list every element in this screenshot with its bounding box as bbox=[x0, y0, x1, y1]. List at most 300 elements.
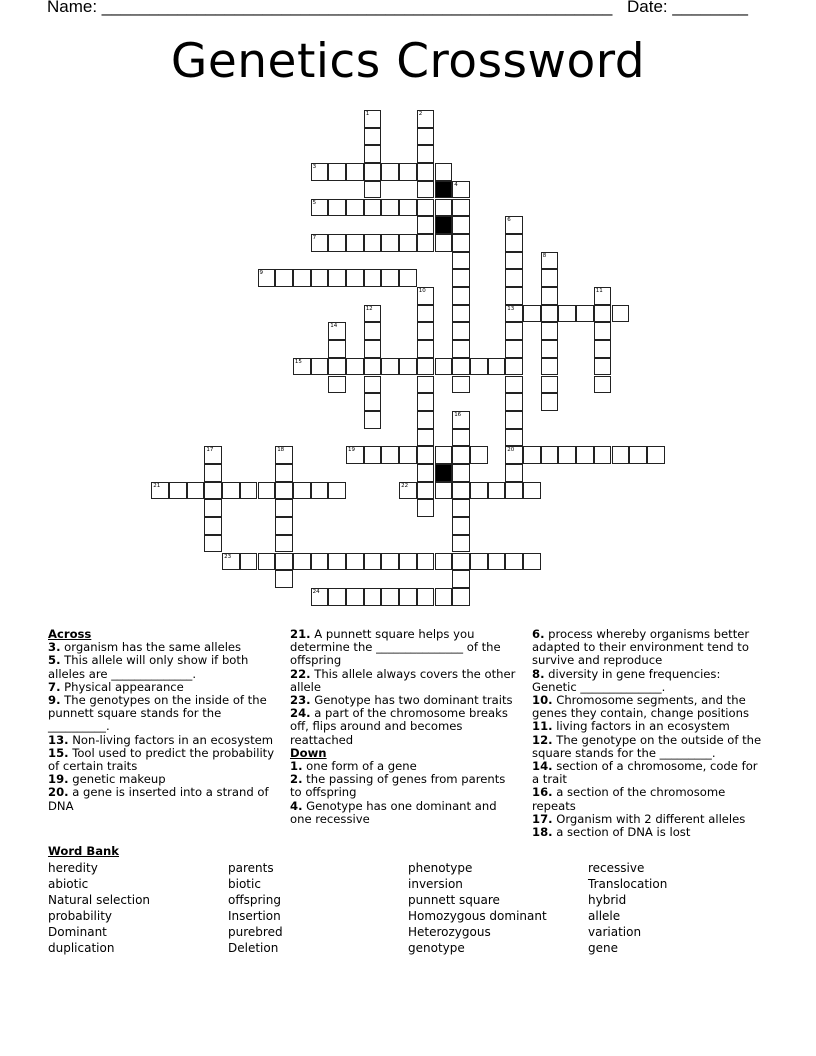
clue-number: 4. bbox=[290, 798, 303, 813]
clue-number: 13. bbox=[48, 732, 69, 747]
clue-text: Chromosome segments, and the genes they contain, change positions bbox=[532, 693, 749, 721]
crossword-cell[interactable] bbox=[399, 234, 417, 252]
crossword-cell[interactable] bbox=[399, 482, 417, 500]
crossword-cell[interactable] bbox=[417, 287, 435, 305]
word-bank-item: recessive bbox=[588, 861, 645, 875]
word-bank-column-1 bbox=[48, 860, 150, 957]
clue-text: one form of a gene bbox=[302, 759, 417, 774]
clue-text: Organism with 2 different alleles bbox=[552, 811, 746, 826]
clue-number: 6 bbox=[507, 217, 511, 224]
crossword-cell[interactable] bbox=[523, 553, 541, 571]
crossword-cell[interactable] bbox=[612, 305, 630, 323]
crossword-cell[interactable] bbox=[523, 446, 541, 464]
clue-number: 22 bbox=[401, 482, 409, 489]
crossword-cell[interactable] bbox=[594, 376, 612, 394]
crossword-cell[interactable] bbox=[417, 181, 435, 199]
clue-number: 8. bbox=[532, 666, 545, 681]
clue-text: a part of the chromosome breaks off, flips around and becomes reattached bbox=[290, 706, 508, 747]
clue-number: 22. bbox=[290, 666, 311, 681]
down-clue bbox=[532, 760, 767, 786]
crossword-cell[interactable] bbox=[204, 535, 222, 553]
crossword-cell[interactable] bbox=[381, 199, 399, 217]
crossword-cell[interactable] bbox=[364, 588, 382, 606]
clue-number: 20 bbox=[507, 447, 515, 454]
crossword-cell[interactable] bbox=[364, 128, 382, 146]
clue-number: 6. bbox=[532, 627, 545, 641]
crossword-cell[interactable] bbox=[364, 163, 382, 181]
word-bank-column-4 bbox=[588, 860, 667, 957]
crossword-cell[interactable] bbox=[452, 234, 470, 252]
crossword-cell[interactable] bbox=[417, 340, 435, 358]
crossword-cell[interactable] bbox=[346, 553, 364, 571]
clues-column-3 bbox=[532, 628, 767, 839]
crossword-cell[interactable] bbox=[417, 234, 435, 252]
crossword-cell[interactable] bbox=[275, 446, 293, 464]
down-clue-list-continued bbox=[532, 628, 767, 839]
clue-number: 15 bbox=[294, 358, 302, 365]
crossword-cell[interactable] bbox=[417, 464, 435, 482]
crossword-cell[interactable] bbox=[364, 199, 382, 217]
crossword-cell[interactable] bbox=[576, 305, 594, 323]
clue-number: 15. bbox=[48, 745, 69, 760]
crossword-cell[interactable] bbox=[435, 588, 453, 606]
crossword-cell[interactable] bbox=[258, 269, 276, 287]
crossword-cell[interactable] bbox=[452, 269, 470, 287]
word-bank-item: hybrid bbox=[588, 893, 627, 908]
crossword-cell[interactable] bbox=[275, 499, 293, 517]
crossword-cell[interactable] bbox=[275, 269, 293, 287]
crossword-cell[interactable] bbox=[452, 322, 470, 340]
crossword-cell[interactable] bbox=[417, 199, 435, 217]
clue-number: 21. bbox=[290, 627, 311, 641]
across-clue bbox=[290, 707, 520, 747]
clue-text: diversity in gene frequencies: Genetic ______________. bbox=[532, 666, 721, 694]
crossword-cell[interactable] bbox=[258, 482, 276, 500]
crossword-cell[interactable] bbox=[364, 376, 382, 394]
crossword-cell[interactable] bbox=[505, 234, 523, 252]
crossword-cell[interactable] bbox=[381, 358, 399, 376]
crossword-cell[interactable] bbox=[452, 358, 470, 376]
crossword-cell[interactable] bbox=[258, 553, 276, 571]
clue-number: 1 bbox=[365, 111, 370, 117]
across-clue bbox=[290, 668, 520, 694]
crossword-cell[interactable] bbox=[399, 199, 417, 217]
word-bank-item: genotype bbox=[408, 941, 465, 956]
crossword-cell[interactable] bbox=[311, 553, 329, 571]
clue-text: a gene is inserted into a strand of DNA bbox=[48, 785, 269, 813]
crossword-cell[interactable] bbox=[293, 269, 311, 287]
crossword-cell[interactable] bbox=[541, 252, 559, 270]
crossword-cell[interactable] bbox=[399, 446, 417, 464]
crossword-cell[interactable] bbox=[399, 553, 417, 571]
crossword-cell[interactable] bbox=[452, 181, 470, 199]
clue-number: 18. bbox=[532, 825, 553, 840]
crossword-cell[interactable] bbox=[364, 358, 382, 376]
down-clue bbox=[532, 628, 767, 668]
crossword-cell[interactable] bbox=[399, 588, 417, 606]
crossword-cell[interactable] bbox=[505, 482, 523, 500]
crossword-cell[interactable] bbox=[381, 163, 399, 181]
clue-number: 17 bbox=[206, 447, 214, 454]
clue-text: section of a chromosome, code for a trait bbox=[532, 759, 758, 787]
word-bank-column-3 bbox=[408, 860, 547, 957]
crossword-cell[interactable] bbox=[346, 234, 364, 252]
crossword-cell[interactable] bbox=[488, 482, 506, 500]
crossword-cell[interactable] bbox=[417, 163, 435, 181]
crossword-cell[interactable] bbox=[275, 482, 293, 500]
clue-number: 11 bbox=[595, 288, 603, 294]
crossword-cell[interactable] bbox=[505, 340, 523, 358]
clue-text: organism has the same alleles bbox=[60, 640, 242, 655]
clue-number: 13 bbox=[507, 305, 515, 312]
crossword-cell[interactable] bbox=[417, 411, 435, 429]
crossword-cell[interactable] bbox=[240, 553, 258, 571]
crossword-cell[interactable] bbox=[417, 110, 435, 128]
crossword-cell[interactable] bbox=[381, 588, 399, 606]
crossword-cell[interactable] bbox=[505, 411, 523, 429]
word-bank-item: Deletion bbox=[228, 941, 279, 956]
word-bank-item: punnett square bbox=[408, 893, 500, 908]
crossword-cell[interactable] bbox=[470, 482, 488, 500]
crossword-cell[interactable] bbox=[364, 110, 382, 128]
crossword-cell[interactable] bbox=[417, 446, 435, 464]
crossword-cell[interactable] bbox=[470, 358, 488, 376]
crossword-cell[interactable] bbox=[417, 588, 435, 606]
crossword-cell[interactable] bbox=[311, 358, 329, 376]
crossword-cell[interactable] bbox=[275, 517, 293, 535]
crossword-cell[interactable] bbox=[470, 553, 488, 571]
crossword-cell[interactable] bbox=[541, 340, 559, 358]
crossword-cell[interactable] bbox=[541, 269, 559, 287]
crossword-cell[interactable] bbox=[275, 535, 293, 553]
crossword-cell[interactable] bbox=[488, 358, 506, 376]
clue-number: 19. bbox=[48, 772, 69, 787]
crossword-cell[interactable] bbox=[364, 553, 382, 571]
crossword-cell[interactable] bbox=[452, 446, 470, 464]
crossword-cell[interactable] bbox=[417, 216, 435, 234]
clue-number: 8 bbox=[542, 252, 547, 259]
crossword-cell[interactable] bbox=[417, 499, 435, 517]
crossword-cell[interactable] bbox=[364, 411, 382, 429]
crossword-cell[interactable] bbox=[576, 446, 594, 464]
down-clue bbox=[290, 773, 520, 799]
crossword-cell[interactable] bbox=[328, 588, 346, 606]
name-field-label[interactable]: Name: ______________________________________________________ bbox=[47, 0, 613, 16]
crossword-cell[interactable] bbox=[435, 553, 453, 571]
crossword-cell[interactable] bbox=[505, 287, 523, 305]
clue-number: 12. bbox=[532, 732, 553, 747]
clues-column-2 bbox=[290, 628, 520, 826]
crossword-cell[interactable] bbox=[505, 553, 523, 571]
crossword-cell[interactable] bbox=[541, 305, 559, 323]
crossword-cell[interactable] bbox=[435, 482, 453, 500]
clue-text: living factors in an ecosystem bbox=[552, 719, 730, 734]
crossword-cell[interactable] bbox=[452, 588, 470, 606]
clue-text: The genotypes on the inside of the punnett square stands for the __________. bbox=[48, 693, 267, 734]
crossword-cell[interactable] bbox=[594, 446, 612, 464]
blocked-cell bbox=[435, 216, 453, 234]
crossword-cell[interactable] bbox=[364, 446, 382, 464]
clue-text: A punnett square helps you determine the _______________ of the offspring bbox=[290, 627, 501, 668]
crossword-cell[interactable] bbox=[311, 482, 329, 500]
crossword-cell[interactable] bbox=[452, 199, 470, 217]
crossword-cell[interactable] bbox=[364, 393, 382, 411]
crossword-cell[interactable] bbox=[594, 287, 612, 305]
clues-column-1 bbox=[48, 628, 278, 813]
crossword-cell[interactable] bbox=[505, 252, 523, 270]
crossword-cell[interactable] bbox=[594, 305, 612, 323]
crossword-cell[interactable] bbox=[311, 234, 329, 252]
crossword-cell[interactable] bbox=[204, 482, 222, 500]
down-clue bbox=[532, 668, 767, 694]
word-bank-item: Dominant bbox=[48, 925, 107, 940]
crossword-cell[interactable] bbox=[452, 464, 470, 482]
clue-text: a section of the chromosome repeats bbox=[532, 785, 726, 813]
word-bank-item: parents bbox=[228, 861, 274, 875]
crossword-cell[interactable] bbox=[346, 163, 364, 181]
across-clue-list-continued bbox=[290, 628, 520, 747]
clue-text: This allele always covers the other allele bbox=[290, 666, 516, 694]
crossword-cell[interactable] bbox=[523, 482, 541, 500]
crossword-cell[interactable] bbox=[293, 358, 311, 376]
crossword-cell[interactable] bbox=[505, 464, 523, 482]
crossword-cell[interactable] bbox=[399, 269, 417, 287]
crossword-cell[interactable] bbox=[452, 411, 470, 429]
crossword-cell[interactable] bbox=[328, 163, 346, 181]
clue-text: Physical appearance bbox=[60, 679, 184, 694]
crossword-cell[interactable] bbox=[346, 588, 364, 606]
crossword-cell[interactable] bbox=[505, 429, 523, 447]
crossword-cell[interactable] bbox=[417, 358, 435, 376]
crossword-cell[interactable] bbox=[417, 376, 435, 394]
down-clue bbox=[290, 800, 520, 826]
crossword-cell[interactable] bbox=[381, 553, 399, 571]
crossword-cell[interactable] bbox=[222, 553, 240, 571]
crossword-cell[interactable] bbox=[505, 216, 523, 234]
crossword-cell[interactable] bbox=[399, 163, 417, 181]
crossword-cell[interactable] bbox=[417, 553, 435, 571]
crossword-cell[interactable] bbox=[470, 446, 488, 464]
crossword-cell[interactable] bbox=[505, 446, 523, 464]
crossword-cell[interactable] bbox=[435, 358, 453, 376]
crossword-cell[interactable] bbox=[275, 464, 293, 482]
word-bank-item: gene bbox=[588, 941, 618, 956]
clue-number: 2. bbox=[290, 772, 303, 787]
crossword-cell[interactable] bbox=[417, 322, 435, 340]
crossword-cell[interactable] bbox=[328, 482, 346, 500]
crossword-cell[interactable] bbox=[452, 517, 470, 535]
crossword-cell[interactable] bbox=[222, 482, 240, 500]
crossword-cell[interactable] bbox=[417, 429, 435, 447]
down-clue-list bbox=[290, 760, 520, 826]
crossword-cell[interactable] bbox=[364, 305, 382, 323]
clue-number: 24 bbox=[312, 588, 320, 595]
crossword-cell[interactable] bbox=[417, 145, 435, 163]
crossword-cell[interactable] bbox=[187, 482, 205, 500]
crossword-cell[interactable] bbox=[346, 199, 364, 217]
crossword-cell[interactable] bbox=[417, 128, 435, 146]
crossword-cell[interactable] bbox=[381, 446, 399, 464]
crossword-cell[interactable] bbox=[594, 340, 612, 358]
clue-text: Genotype has one dominant and one recessive bbox=[290, 798, 497, 826]
crossword-cell[interactable] bbox=[541, 446, 559, 464]
across-clue-list bbox=[48, 641, 278, 813]
crossword-cell[interactable] bbox=[452, 570, 470, 588]
clue-number: 18 bbox=[277, 447, 285, 454]
crossword-cell[interactable] bbox=[505, 269, 523, 287]
clue-number: 11. bbox=[532, 719, 553, 734]
down-clue bbox=[532, 826, 767, 839]
crossword-cell[interactable] bbox=[612, 446, 630, 464]
crossword-cell[interactable] bbox=[364, 322, 382, 340]
clue-number: 4 bbox=[454, 181, 458, 188]
crossword-cell[interactable] bbox=[523, 305, 541, 323]
crossword-cell[interactable] bbox=[558, 305, 576, 323]
crossword-cell[interactable] bbox=[364, 181, 382, 199]
clue-number: 9. bbox=[48, 693, 61, 708]
crossword-cell[interactable] bbox=[346, 269, 364, 287]
clue-number: 7 bbox=[312, 234, 317, 241]
date-field-label[interactable]: Date: ________ bbox=[627, 0, 748, 16]
crossword-cell[interactable] bbox=[328, 199, 346, 217]
crossword-cell[interactable] bbox=[435, 234, 453, 252]
crossword-cell[interactable] bbox=[541, 376, 559, 394]
crossword-cell[interactable] bbox=[452, 305, 470, 323]
crossword-cell[interactable] bbox=[240, 482, 258, 500]
word-bank-item: duplication bbox=[48, 941, 115, 956]
crossword-cell[interactable] bbox=[452, 287, 470, 305]
down-clue bbox=[532, 786, 767, 812]
crossword-cell[interactable] bbox=[541, 358, 559, 376]
crossword-cell[interactable] bbox=[452, 216, 470, 234]
crossword-cell[interactable] bbox=[452, 535, 470, 553]
word-bank-item: purebred bbox=[228, 925, 283, 940]
clue-number: 23 bbox=[224, 553, 232, 560]
crossword-cell[interactable] bbox=[452, 429, 470, 447]
crossword-cell[interactable] bbox=[505, 305, 523, 323]
clue-number: 14 bbox=[330, 323, 338, 330]
clue-number: 16. bbox=[532, 785, 553, 800]
crossword-cell[interactable] bbox=[452, 499, 470, 517]
crossword-cell[interactable] bbox=[417, 482, 435, 500]
crossword-cell[interactable] bbox=[505, 322, 523, 340]
crossword-cell[interactable] bbox=[452, 553, 470, 571]
crossword-cell[interactable] bbox=[452, 376, 470, 394]
clue-number: 10 bbox=[418, 288, 426, 294]
crossword-cell[interactable] bbox=[204, 446, 222, 464]
crossword-cell[interactable] bbox=[311, 269, 329, 287]
word-bank-item: offspring bbox=[228, 893, 281, 908]
crossword-cell[interactable] bbox=[417, 393, 435, 411]
crossword-cell[interactable] bbox=[364, 145, 382, 163]
word-bank-item: allele bbox=[588, 909, 621, 924]
crossword-cell[interactable] bbox=[417, 305, 435, 323]
crossword-cell[interactable] bbox=[647, 446, 665, 464]
crossword-cell[interactable] bbox=[311, 588, 329, 606]
crossword-cell[interactable] bbox=[311, 199, 329, 217]
crossword-cell[interactable] bbox=[275, 553, 293, 571]
crossword-cell[interactable] bbox=[505, 393, 523, 411]
crossword-cell[interactable] bbox=[275, 570, 293, 588]
clue-text: The genotype on the outside of the square stands for the _________. bbox=[532, 732, 762, 760]
crossword-cell[interactable] bbox=[328, 553, 346, 571]
clue-number: 23. bbox=[290, 693, 311, 708]
clue-number: 5. bbox=[48, 653, 61, 668]
crossword-cell[interactable] bbox=[328, 234, 346, 252]
crossword-cell[interactable] bbox=[328, 376, 346, 394]
across-clue bbox=[48, 786, 278, 812]
crossword-cell[interactable] bbox=[435, 163, 453, 181]
word-bank-heading: Word Bank bbox=[48, 844, 120, 858]
word-bank-item: probability bbox=[48, 909, 113, 924]
crossword-cell[interactable] bbox=[204, 464, 222, 482]
crossword-cell[interactable] bbox=[364, 234, 382, 252]
clue-text: process whereby organisms better adapted to their environment tend to survive and reproduce bbox=[532, 627, 750, 668]
crossword-cell[interactable] bbox=[364, 340, 382, 358]
crossword-cell[interactable] bbox=[505, 376, 523, 394]
crossword-cell[interactable] bbox=[452, 482, 470, 500]
crossword-cell[interactable] bbox=[204, 499, 222, 517]
crossword-cell[interactable] bbox=[452, 340, 470, 358]
crossword-cell[interactable] bbox=[629, 446, 647, 464]
crossword-cell[interactable] bbox=[364, 269, 382, 287]
crossword-cell[interactable] bbox=[311, 163, 329, 181]
crossword-cell[interactable] bbox=[328, 358, 346, 376]
clue-number: 24. bbox=[290, 706, 311, 721]
crossword-cell[interactable] bbox=[541, 287, 559, 305]
crossword-cell[interactable] bbox=[558, 446, 576, 464]
crossword-cell[interactable] bbox=[594, 358, 612, 376]
across-heading: Across bbox=[48, 627, 92, 641]
clue-number: 5 bbox=[312, 199, 317, 206]
crossword-cell[interactable] bbox=[381, 234, 399, 252]
crossword-cell[interactable] bbox=[293, 553, 311, 571]
word-bank-item: inversion bbox=[408, 877, 463, 892]
clue-number: 9 bbox=[259, 270, 263, 277]
clue-number: 10. bbox=[532, 693, 553, 708]
word-bank-item: Translocation bbox=[588, 877, 668, 892]
down-clue bbox=[532, 734, 767, 760]
across-clue bbox=[290, 628, 520, 668]
clue-text: genetic makeup bbox=[68, 772, 166, 787]
crossword-cell[interactable] bbox=[328, 269, 346, 287]
word-bank-item: Insertion bbox=[228, 909, 281, 924]
crossword-cell[interactable] bbox=[151, 482, 169, 500]
crossword-cell[interactable] bbox=[169, 482, 187, 500]
crossword-cell[interactable] bbox=[488, 553, 506, 571]
clue-text: Genotype has two dominant traits bbox=[310, 693, 513, 708]
clue-number: 1. bbox=[290, 759, 303, 774]
down-clue bbox=[532, 694, 767, 720]
crossword-cell[interactable] bbox=[346, 446, 364, 464]
crossword-cell[interactable] bbox=[328, 322, 346, 340]
crossword-cell[interactable] bbox=[541, 393, 559, 411]
crossword-cell[interactable] bbox=[346, 358, 364, 376]
crossword-cell[interactable] bbox=[594, 322, 612, 340]
crossword-cell[interactable] bbox=[452, 252, 470, 270]
crossword-cell[interactable] bbox=[399, 358, 417, 376]
crossword-cell[interactable] bbox=[435, 446, 453, 464]
crossword-cell[interactable] bbox=[204, 517, 222, 535]
crossword-cell[interactable] bbox=[435, 199, 453, 217]
crossword-cell[interactable] bbox=[293, 482, 311, 500]
crossword-cell[interactable] bbox=[328, 340, 346, 358]
across-clue bbox=[48, 747, 278, 773]
clue-text: Tool used to predict the probability of certain traits bbox=[48, 745, 275, 774]
crossword-cell[interactable] bbox=[505, 358, 523, 376]
crossword-cell[interactable] bbox=[381, 269, 399, 287]
crossword-cell[interactable] bbox=[541, 322, 559, 340]
